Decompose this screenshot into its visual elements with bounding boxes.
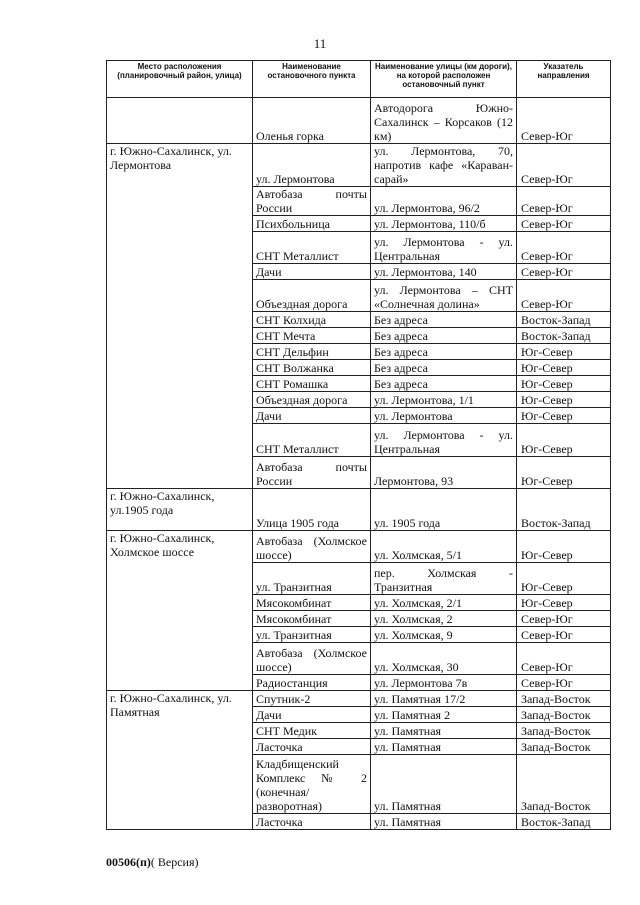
table-body (107, 98, 611, 830)
direction-cell: Восток-Запад (517, 489, 611, 531)
direction-cell: Север-Юг (517, 643, 611, 675)
direction-cell: Юг-Север (517, 408, 611, 424)
street-cell: ул. Лермонтова (371, 408, 517, 424)
stop-name-cell: Мясокомбинат (253, 611, 371, 627)
street-cell: ул. Памятная (371, 755, 517, 814)
direction-cell: Юг-Север (517, 563, 611, 595)
street-cell: ул. Памятная (371, 723, 517, 739)
stop-name-cell: Психбольница (253, 216, 371, 232)
street-cell: ул. Лермонтова, 140 (371, 264, 517, 280)
stop-name-cell: ул. Транзитная (253, 563, 371, 595)
location-cell: г. Южно-Сахалинск, ул. Лермонтова (107, 144, 253, 489)
street-cell: ул. Холмская, 5/1 (371, 531, 517, 563)
stop-name-cell: Улица 1905 года (253, 489, 371, 531)
location-cell: г. Южно-Сахалинск, Холмское шоссе (107, 531, 253, 691)
stop-name-cell: Автобаза почты России (253, 457, 371, 489)
direction-cell: Запад-Восток (517, 739, 611, 755)
table-row (107, 531, 611, 563)
header-stop-name: Наименование остановочного пункта (253, 61, 371, 98)
street-cell: Без адреса (371, 360, 517, 376)
stop-name-cell: Ласточка (253, 739, 371, 755)
street-cell: ул. Лермонтова 7в (371, 675, 517, 691)
stop-name-cell: Кладбищенский Комплекс № 2 (конечная/ разворотная) (253, 755, 371, 814)
direction-cell: Восток-Запад (517, 814, 611, 830)
location-cell: г. Южно-Сахалинск, ул. Памятная (107, 691, 253, 830)
direction-cell: Север-Юг (517, 144, 611, 187)
header-street: Наименование улицы (км дороги), на которой расположен остановочный пункт (371, 61, 517, 98)
street-cell: ул. Лермонтова, 110/б (371, 216, 517, 232)
direction-cell: Север-Юг (517, 232, 611, 264)
street-cell: ул. 1905 года (371, 489, 517, 531)
direction-cell: Север-Юг (517, 280, 611, 312)
stop-name-cell: Мясокомбинат (253, 595, 371, 611)
table-row (107, 144, 611, 187)
direction-cell: Запад-Восток (517, 755, 611, 814)
stop-name-cell: СНТ Металлист (253, 232, 371, 264)
location-cell: г. Южно-Сахалинск, ул.1905 года (107, 489, 253, 531)
direction-cell: Запад-Восток (517, 691, 611, 707)
street-cell: ул. Памятная 17/2 (371, 691, 517, 707)
stop-name-cell: СНТ Дельфин (253, 344, 371, 360)
stop-name-cell: Дачи (253, 408, 371, 424)
stop-name-cell: ул. Лермонтова (253, 144, 371, 187)
stop-name-cell: Объездная дорога (253, 280, 371, 312)
document-code: 00506(п) (106, 855, 151, 869)
stop-name-cell: СНТ Мечта (253, 328, 371, 344)
street-cell: ул. Лермонтова, 96/2 (371, 187, 517, 216)
stop-name-cell: СНТ Ромашка (253, 376, 371, 392)
direction-cell: Север-Юг (517, 216, 611, 232)
footer (106, 855, 199, 870)
table-row (107, 489, 611, 531)
direction-cell: Юг-Север (517, 376, 611, 392)
street-cell: ул. Холмская, 2 (371, 611, 517, 627)
header-location: Место расположения (планировочный район, улица) (107, 61, 253, 98)
street-cell: Без адреса (371, 376, 517, 392)
table-row (107, 98, 611, 144)
street-cell: Без адреса (371, 328, 517, 344)
direction-cell: Восток-Запад (517, 328, 611, 344)
stop-name-cell: Дачи (253, 707, 371, 723)
direction-cell: Запад-Восток (517, 707, 611, 723)
stop-name-cell: Объездная дорога (253, 392, 371, 408)
table-row (107, 691, 611, 707)
street-cell: ул. Лермонтова - ул. Центральная (371, 232, 517, 264)
direction-cell: Север-Юг (517, 264, 611, 280)
direction-cell: Север-Юг (517, 98, 611, 144)
stop-name-cell: Оленья горка (253, 98, 371, 144)
direction-cell: Юг-Север (517, 344, 611, 360)
version-label: ( Версия) (150, 855, 199, 869)
bus-stops-table (106, 60, 611, 830)
stop-name-cell: СНТ Волжанка (253, 360, 371, 376)
table-header (107, 61, 611, 98)
street-cell: ул. Холмская, 2/1 (371, 595, 517, 611)
stop-name-cell: Автобаза (Холмское шоссе) (253, 531, 371, 563)
stop-name-cell: Дачи (253, 264, 371, 280)
street-cell: ул. Холмская, 9 (371, 627, 517, 643)
stop-name-cell: Радиостанция (253, 675, 371, 691)
stop-name-cell: СНТ Колхида (253, 312, 371, 328)
direction-cell: Юг-Север (517, 424, 611, 457)
stop-name-cell: СНТ Медик (253, 723, 371, 739)
direction-cell: Юг-Север (517, 531, 611, 563)
stop-name-cell: Автобаза (Холмское шоссе) (253, 643, 371, 675)
stop-name-cell: СНТ Металлист (253, 424, 371, 457)
location-cell (107, 98, 253, 144)
direction-cell: Запад-Восток (517, 723, 611, 739)
direction-cell: Север-Юг (517, 627, 611, 643)
direction-cell: Север-Юг (517, 187, 611, 216)
street-cell: ул. Лермонтова – СНТ «Солнечная долина» (371, 280, 517, 312)
direction-cell: Восток-Запад (517, 312, 611, 328)
direction-cell: Юг-Север (517, 392, 611, 408)
street-cell: ул. Лермонтова, 1/1 (371, 392, 517, 408)
street-cell: ул. Памятная (371, 739, 517, 755)
stop-name-cell: Ласточка (253, 814, 371, 830)
stop-name-cell: ул. Транзитная (253, 627, 371, 643)
direction-cell: Юг-Север (517, 595, 611, 611)
direction-cell: Север-Юг (517, 611, 611, 627)
street-cell: ул. Памятная (371, 814, 517, 830)
direction-cell: Юг-Север (517, 457, 611, 489)
street-cell: Без адреса (371, 344, 517, 360)
street-cell: Без адреса (371, 312, 517, 328)
header-direction: Указатель направления (517, 61, 611, 98)
direction-cell: Юг-Север (517, 360, 611, 376)
street-cell: ул. Лермонтова, 70, напротив кафе «Караван-сарай» (371, 144, 517, 187)
stop-name-cell: Спутник-2 (253, 691, 371, 707)
street-cell: пер. Холмская - Транзитная (371, 563, 517, 595)
page-number: 11 (313, 36, 327, 51)
street-cell: ул. Лермонтова - ул. Центральная (371, 424, 517, 457)
street-cell: Лермонтова, 93 (371, 457, 517, 489)
direction-cell: Север-Юг (517, 675, 611, 691)
stop-name-cell: Автобаза почты России (253, 187, 371, 216)
street-cell: Автодорога Южно-Сахалинск – Корсаков (12 км) (371, 98, 517, 144)
street-cell: ул. Холмская, 30 (371, 643, 517, 675)
street-cell: ул. Памятная 2 (371, 707, 517, 723)
